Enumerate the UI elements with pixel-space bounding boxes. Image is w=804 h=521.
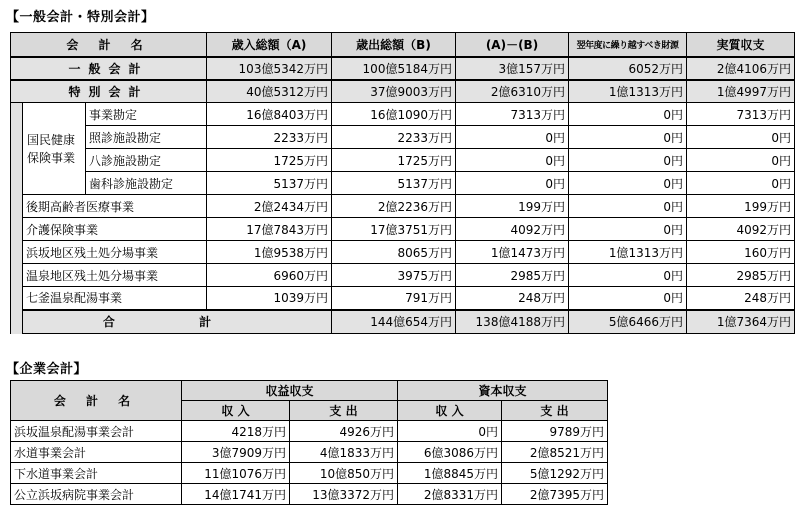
cell-value: 4092万円 [456, 218, 569, 241]
row-label: 歯科診施設勘定 [86, 172, 207, 195]
cell-value: 2億6310万円 [456, 80, 569, 103]
header-carryover-funds: 翌年度に繰り越すべき財源 [569, 33, 687, 57]
cell-value: 4億1833万円 [290, 442, 398, 463]
cell-value: 1億1473万円 [456, 241, 569, 264]
table-row [11, 126, 795, 149]
cell-value: 248万円 [687, 287, 795, 310]
cell-value: 2233万円 [332, 126, 456, 149]
cell-value: 0円 [569, 287, 687, 310]
cell-value: 4092万円 [687, 218, 795, 241]
table-row [11, 57, 795, 80]
kokuho-group-label: 国民健康保険事業 [23, 103, 86, 195]
cell-value: 1億7364万円 [687, 310, 795, 334]
table-row [11, 80, 795, 103]
table-row [11, 103, 795, 126]
cell-value: 248万円 [456, 287, 569, 310]
table-row [11, 172, 795, 195]
cell-value: 7313万円 [687, 103, 795, 126]
row-label: 照診施設勘定 [86, 126, 207, 149]
cell-value: 0円 [456, 126, 569, 149]
cell-value: 14億1741万円 [182, 484, 290, 505]
cell-value: 0円 [569, 172, 687, 195]
table-row [11, 218, 795, 241]
cell-value: 1億4997万円 [687, 80, 795, 103]
cell-value: 5137万円 [207, 172, 332, 195]
cell-value: 1億9538万円 [207, 241, 332, 264]
cell-value: 37億9003万円 [332, 80, 456, 103]
row-label: 特別会計 [11, 80, 207, 103]
cell-value: 1039万円 [207, 287, 332, 310]
cell-value: 160万円 [687, 241, 795, 264]
header-expenditure-total: 歳出総額（B) [332, 33, 456, 57]
indent-spacer [11, 103, 23, 334]
cell-value: 16億8403万円 [207, 103, 332, 126]
header-account-name: 会 計 名 [11, 33, 207, 57]
cell-value: 144億654万円 [332, 310, 456, 334]
row-label: 七釜温泉配湯事業 [23, 287, 207, 310]
cell-value: 0円 [569, 264, 687, 287]
row-label: 一般会計 [11, 57, 207, 80]
cell-value: 2億8331万円 [398, 484, 502, 505]
row-label: 温泉地区残土処分場事業 [23, 264, 207, 287]
cell-value: 0円 [456, 172, 569, 195]
table-row [11, 264, 795, 287]
header-capital-revenue: 収 入 [398, 401, 502, 421]
cell-value: 199万円 [456, 195, 569, 218]
cell-value: 5億1292万円 [502, 463, 608, 484]
row-label: 水道事業会計 [11, 442, 182, 463]
enterprise-accounts-table [10, 380, 608, 505]
cell-value: 199万円 [687, 195, 795, 218]
cell-value: 17億3751万円 [332, 218, 456, 241]
cell-value: 0円 [569, 126, 687, 149]
table-row [11, 195, 795, 218]
row-label: 下水道事業会計 [11, 463, 182, 484]
row-label: 合 計 [23, 310, 332, 334]
cell-value: 1725万円 [207, 149, 332, 172]
row-label: 公立浜坂病院事業会計 [11, 484, 182, 505]
table-row [11, 241, 795, 264]
header-account-name: 会 計 名 [11, 381, 182, 421]
cell-value: 2億7395万円 [502, 484, 608, 505]
header-income-balance: 収益収支 [182, 381, 398, 401]
row-label: 八診施設勘定 [86, 149, 207, 172]
header-capital-balance: 資本収支 [398, 381, 608, 401]
cell-value: 2985万円 [456, 264, 569, 287]
cell-value: 5億6466万円 [569, 310, 687, 334]
header-real-balance: 実質収支 [687, 33, 795, 57]
cell-value: 7313万円 [456, 103, 569, 126]
cell-value: 0円 [687, 149, 795, 172]
cell-value: 1725万円 [332, 149, 456, 172]
cell-value: 17億7843万円 [207, 218, 332, 241]
total-row [11, 310, 795, 334]
row-label: 介護保険事業 [23, 218, 207, 241]
general-section-title: 【一般会計・特別会計】 [6, 10, 155, 25]
header-revenue-total: 歳入総額（A) [207, 33, 332, 57]
header-capital-expense: 支 出 [502, 401, 608, 421]
cell-value: 5137万円 [332, 172, 456, 195]
cell-value: 0円 [687, 172, 795, 195]
table-row [11, 287, 795, 310]
cell-value: 2億4106万円 [687, 57, 795, 80]
table-row [11, 149, 795, 172]
cell-value: 3億7909万円 [182, 442, 290, 463]
table-row [11, 484, 608, 505]
cell-value: 16億1090万円 [332, 103, 456, 126]
cell-value: 1億8845万円 [398, 463, 502, 484]
header-income-expense: 支 出 [290, 401, 398, 421]
cell-value: 2985万円 [687, 264, 795, 287]
cell-value: 3975万円 [332, 264, 456, 287]
row-label: 浜坂地区残土処分場事業 [23, 241, 207, 264]
general-header-row [11, 33, 795, 57]
cell-value: 4926万円 [290, 421, 398, 442]
cell-value: 103億5342万円 [207, 57, 332, 80]
cell-value: 4218万円 [182, 421, 290, 442]
cell-value: 40億5312万円 [207, 80, 332, 103]
cell-value: 2億2236万円 [332, 195, 456, 218]
cell-value: 9789万円 [502, 421, 608, 442]
cell-value: 6052万円 [569, 57, 687, 80]
general-special-accounts-table [10, 32, 795, 334]
cell-value: 2億8521万円 [502, 442, 608, 463]
cell-value: 138億4188万円 [456, 310, 569, 334]
cell-value: 791万円 [332, 287, 456, 310]
cell-value: 10億850万円 [290, 463, 398, 484]
cell-value: 0円 [687, 126, 795, 149]
cell-value: 2233万円 [207, 126, 332, 149]
cell-value: 3億157万円 [456, 57, 569, 80]
row-label: 浜坂温泉配湯事業会計 [11, 421, 182, 442]
cell-value: 6億3086万円 [398, 442, 502, 463]
enterprise-section-title: 【企業会計】 [6, 362, 88, 377]
table-row [11, 463, 608, 484]
cell-value: 1億1313万円 [569, 80, 687, 103]
cell-value: 0円 [398, 421, 502, 442]
cell-value: 0円 [569, 103, 687, 126]
cell-value: 8065万円 [332, 241, 456, 264]
cell-value: 1億1313万円 [569, 241, 687, 264]
row-label: 後期高齢者医療事業 [23, 195, 207, 218]
cell-value: 0円 [456, 149, 569, 172]
cell-value: 6960万円 [207, 264, 332, 287]
cell-value: 0円 [569, 149, 687, 172]
table-row [11, 442, 608, 463]
row-label: 事業勘定 [86, 103, 207, 126]
header-difference: (A)－(B) [456, 33, 569, 57]
cell-value: 100億5184万円 [332, 57, 456, 80]
cell-value: 11億1076万円 [182, 463, 290, 484]
cell-value: 0円 [569, 195, 687, 218]
cell-value: 0円 [569, 218, 687, 241]
header-income-revenue: 収 入 [182, 401, 290, 421]
cell-value: 13億3372万円 [290, 484, 398, 505]
table-row [11, 421, 608, 442]
cell-value: 2億2434万円 [207, 195, 332, 218]
